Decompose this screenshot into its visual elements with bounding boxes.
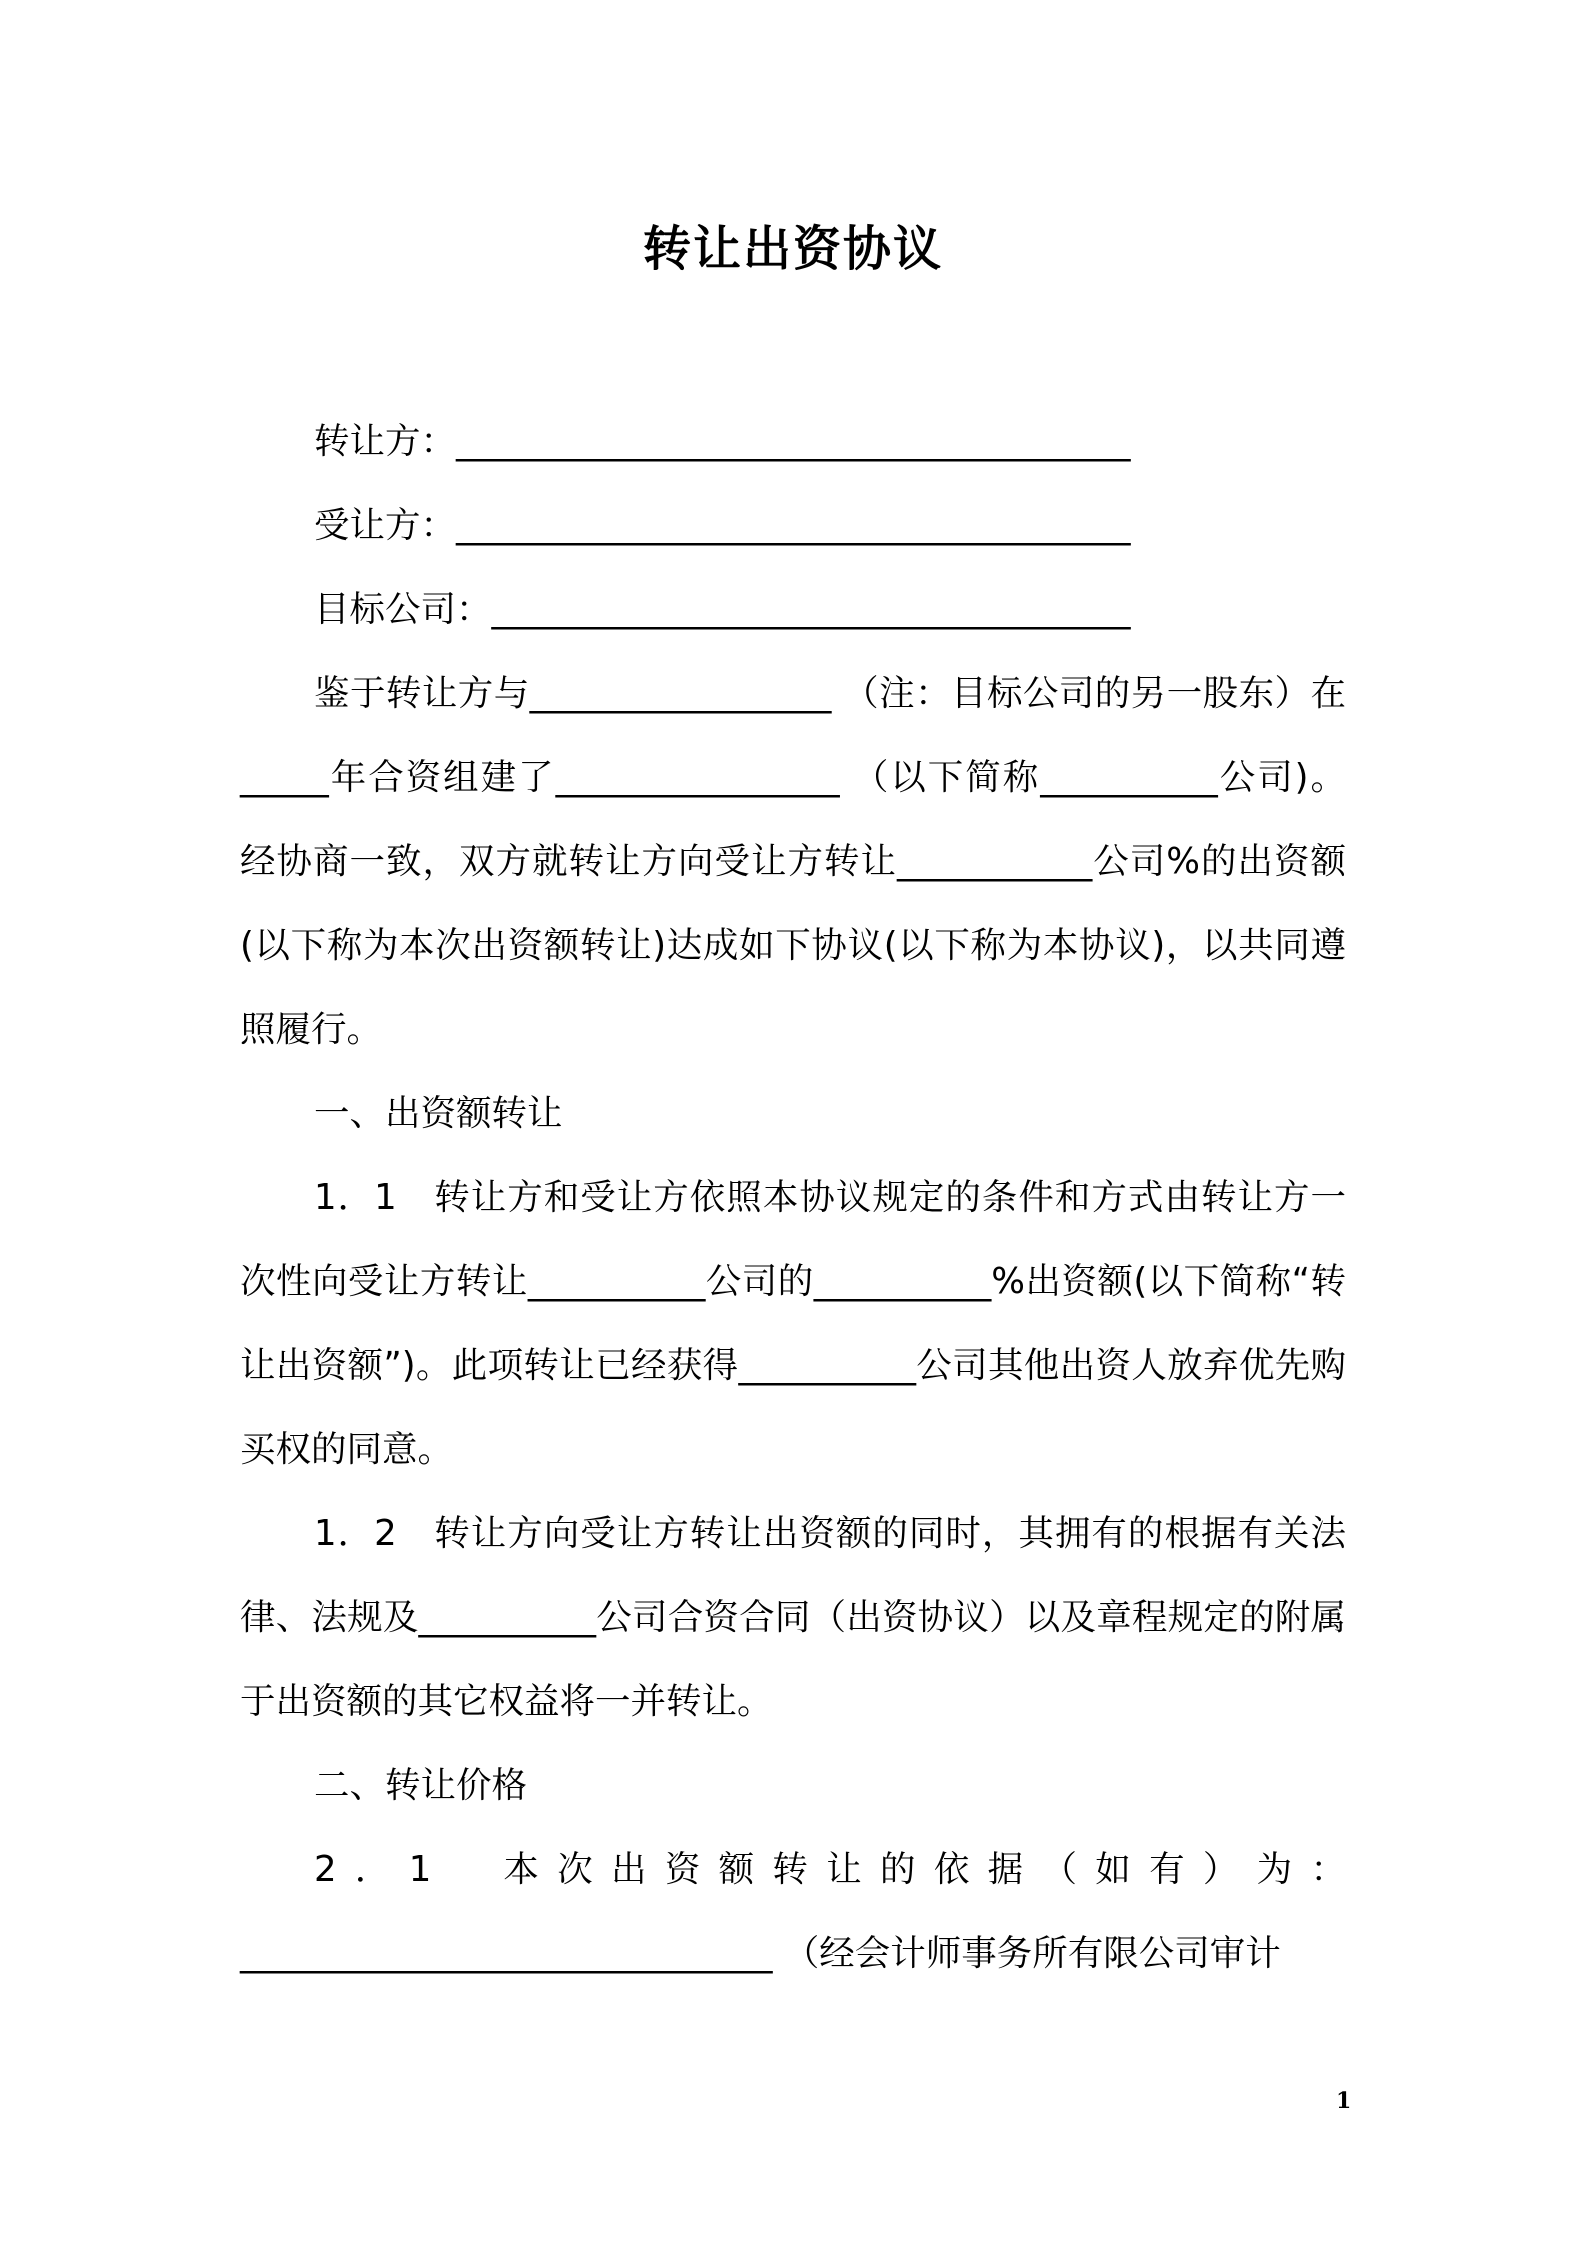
paragraph-transferor: 转让方：______________________________________ [314,421,1131,462]
paragraph-target-company: 目标公司：____________________________________ [314,589,1131,630]
section-heading-2: 二、转让价格 [314,1765,528,1806]
paragraph-recitals: 鉴于转让方与_________________ （注：目标公司的另一股东）在_____年合资组建了________________ （以下简称__________公司)。经协商一致，双方就转让方向受让方转让___________公司%的出资额(以下称为本次出资额转让)达成如下协议(以下称为本协议)，以共同遵照履行。 [240,673,1346,1050]
paragraph-transferee: 受让方：______________________________________ [314,505,1131,546]
document-title: 转让出资协议 [642,221,943,277]
section-heading-1: 一、出资额转让 [314,1093,563,1134]
clause-1-1: 1．1 转让方和受让方依照本协议规定的条件和方式由转让方一次性向受让方转让__________公司的__________%出资额(以下简称“转让出资额”)。此项转让已经获得__________公司其他出资人放弃优先购买权的同意。 [240,1177,1346,1470]
document-body [240,400,1346,1996]
clause-2-1: 2．1 本次出资额转让的依据（如有）为：______________________________ （经会计师事务所有限公司审计 [240,1849,1346,1974]
page-number: 1 [1336,2088,1352,2114]
clause-1-2: 1．2 转让方向受让方转让出资额的同时，其拥有的根据有关法律、法规及__________公司合资合同（出资协议）以及章程规定的附属于出资额的其它权益将一并转让。 [240,1513,1346,1722]
